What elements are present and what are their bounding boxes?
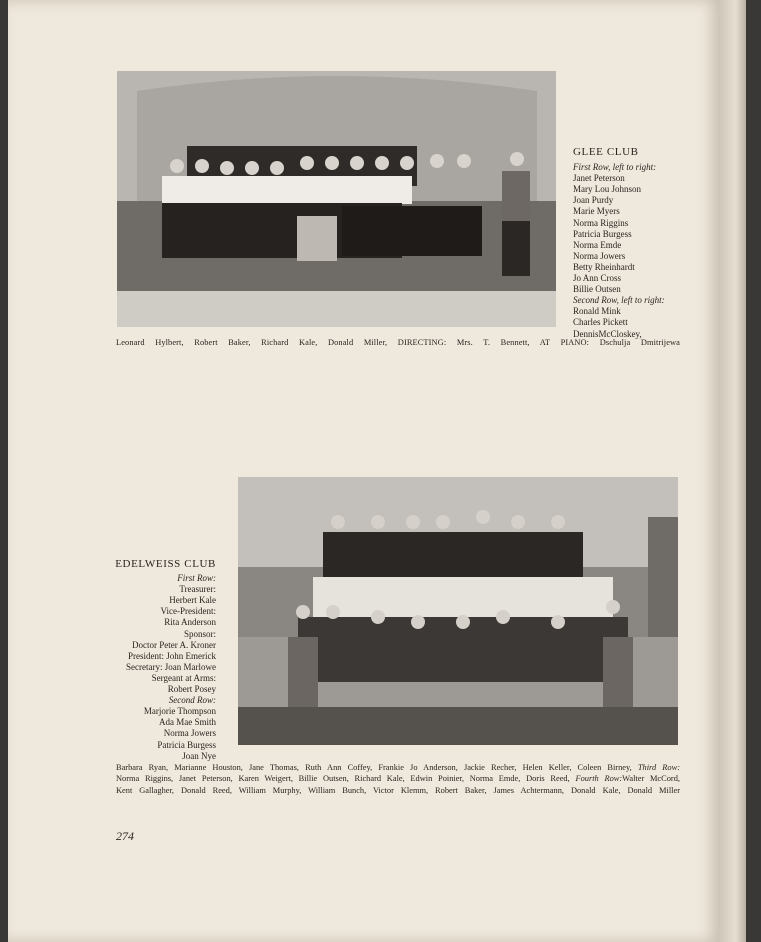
glee-second-row-name: Ronald Mink [573, 306, 621, 317]
edelweiss-caption-line: First Row: [177, 573, 216, 584]
glee-club-caption-tail: Leonard Hylbert, Robert Baker, Richard Kale, Donald Miller, DIRECTING: Mrs. T. Bennett, AT PIANO: Dschulja Dmitrijewa [116, 338, 680, 347]
edelweiss-caption-line: Second Row: [168, 695, 216, 706]
edelweiss-caption-line: Sergeant at Arms: [151, 672, 216, 683]
glee-first-row-name: Marie Myers [573, 206, 620, 217]
page-edge [720, 0, 746, 942]
edelweiss-tail-text: Barbara Ryan, Marianne Houston, Jane Thomas, Ruth Ann Coffey, Frankie Jo Anderson, Jackie Recher, Helen Keller, Coleen Birney, [116, 763, 632, 772]
edelweiss-tail-line-3: Kent Gallagher, Donald Reed, William Murphy, William Bunch, Victor Klemm, Robert Baker, James Achtermann, Donald Kale, Donald Miller [116, 785, 680, 795]
glee-club-title: GLEE CLUB [573, 146, 639, 158]
edelweiss-caption-line: President: John Emerick [128, 650, 216, 661]
glee-first-row-name: Norma Jowers [573, 250, 626, 261]
edelweiss-caption-line: Patricia Burgess [157, 739, 216, 750]
page-number: 274 [116, 829, 134, 843]
edelweiss-tail-line-1 [116, 762, 680, 773]
edelweiss-caption-line: Doctor Peter A. Kroner [132, 639, 216, 650]
glee-first-row-name: Joan Purdy [573, 195, 614, 206]
glee-first-row-name: Norma Emde [573, 239, 622, 250]
glee-first-row-name: Norma Riggins [573, 217, 629, 228]
edelweiss-caption-line: Treasurer: [179, 584, 216, 595]
edelweiss-caption-tail [116, 762, 680, 796]
glee-first-row-name: Mary Lou Johnson [573, 184, 641, 195]
edelweiss-caption-line: Ada Mae Smith [159, 717, 216, 728]
glee-second-row-name: Charles Pickett [573, 317, 628, 328]
edelweiss-tail-text: Norma Riggins, Janet Peterson, Karen Weigert, Billie Outsen, Richard Kale, Edwin Poinier, Norma Emde, Doris Reed, [116, 774, 570, 784]
glee-club-photo [117, 71, 556, 327]
edelweiss-third-row-label: Third Row: [637, 763, 680, 772]
glee-first-row-label: First Row, left to right: [573, 162, 657, 173]
edelweiss-caption-line: Herbert Kale [169, 595, 216, 606]
edelweiss-caption-line: Marjorie Thompson [143, 706, 216, 717]
edelweiss-caption-line: Vice-President: [160, 606, 216, 617]
edelweiss-tail-text: Walter McCord, [622, 774, 680, 784]
glee-first-row-name: Jo Ann Cross [573, 273, 622, 284]
edelweiss-club-title: EDELWEISS CLUB [115, 558, 216, 570]
edelweiss-club-caption [96, 559, 216, 762]
edelweiss-club-photo [238, 477, 678, 745]
edelweiss-caption-line: Norma Jowers [163, 728, 216, 739]
glee-first-row-name: Betty Rheinhardt [573, 261, 635, 272]
edelweiss-caption-line: Sponsor: [183, 628, 216, 639]
edelweiss-caption-line: Joan Nye [182, 750, 216, 761]
edelweiss-caption-line: Robert Posey [167, 684, 216, 695]
glee-club-caption [573, 147, 693, 340]
glee-second-row-label: Second Row, left to right: [573, 295, 665, 306]
yearbook-page [8, 0, 720, 942]
edelweiss-fourth-row-label: Fourth Row: [575, 774, 623, 784]
edelweiss-caption-line: Secretary: Joan Marlowe [126, 661, 216, 672]
glee-second-row-name: DennisMcCloskey, [573, 328, 642, 339]
glee-first-row-name: Patricia Burgess [573, 228, 632, 239]
edelweiss-caption-line: Rita Anderson [164, 617, 216, 628]
glee-first-row-name: Billie Outsen [573, 284, 621, 295]
edelweiss-tail-line-2 [116, 773, 680, 784]
glee-first-row-name: Janet Peterson [573, 173, 625, 184]
